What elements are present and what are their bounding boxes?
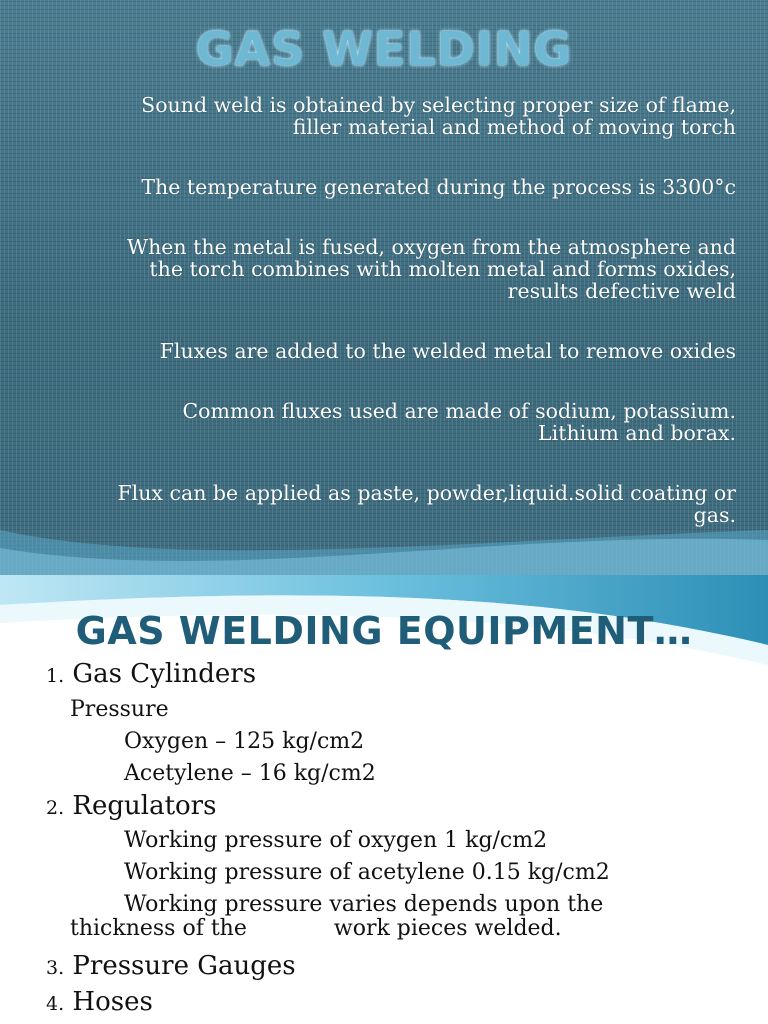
regulator-acetylene-pressure: Working pressure of acetylene 0.15 kg/cm2 — [124, 860, 610, 885]
list-number: 4. — [46, 993, 65, 1015]
text-line: Lithium and borax. — [538, 421, 736, 445]
slide-title: GAS WELDING — [195, 22, 573, 76]
paragraph-fluxes — [36, 340, 736, 362]
slide-title: GAS WELDING EQUIPMENT… — [75, 609, 693, 653]
text-fragment: work pieces welded. — [333, 916, 562, 941]
list-number: 1. — [46, 665, 65, 687]
text-line: The temperature generated during the process is 3300°c — [141, 175, 736, 199]
list-item-gas-cylinders — [46, 659, 256, 689]
list-item-regulators — [46, 791, 216, 821]
slide-body — [36, 94, 736, 564]
regulator-pressure-note-continued — [70, 916, 562, 941]
oxygen-pressure: Oxygen – 125 kg/cm2 — [124, 729, 365, 754]
text-line: filler material and method of moving torch — [292, 115, 736, 139]
list-item-label: Regulators — [72, 791, 217, 821]
regulator-oxygen-pressure: Working pressure of oxygen 1 kg/cm2 — [124, 828, 548, 853]
text-line: gas. — [693, 503, 736, 527]
paragraph-oxides — [36, 236, 736, 302]
list-item-label: Pressure Gauges — [72, 951, 296, 981]
paragraph-sound-weld — [36, 94, 736, 138]
list-item-label: Gas Cylinders — [72, 659, 257, 689]
text-line: Flux can be applied as paste, powder,liquid.solid coating or — [117, 481, 736, 505]
list-item-pressure-gauges — [46, 951, 296, 981]
text-line: the torch combines with molten metal and forms oxides, — [149, 257, 736, 281]
acetylene-pressure: Acetylene – 16 kg/cm2 — [124, 761, 376, 786]
paragraph-common-fluxes — [36, 400, 736, 444]
text-line: Fluxes are added to the welded metal to remove oxides — [159, 339, 736, 363]
list-item-hoses — [46, 987, 153, 1017]
list-number: 2. — [46, 797, 65, 819]
text-line: When the metal is fused, oxygen from the atmosphere and — [127, 235, 736, 259]
list-item-label: Hoses — [72, 987, 153, 1017]
slide-gas-welding-equipment — [0, 575, 768, 1024]
list-number: 3. — [46, 957, 65, 979]
regulator-pressure-note: Working pressure varies depends upon the — [124, 892, 604, 917]
cylinder-pressure-label: Pressure — [70, 697, 169, 722]
text-line: Sound weld is obtained by selecting proper size of flame, — [141, 93, 736, 117]
paragraph-temperature — [36, 176, 736, 198]
text-line: Common fluxes used are made of sodium, potassium. — [182, 399, 736, 423]
text-fragment: thickness of the — [70, 916, 247, 941]
paragraph-flux-application — [36, 482, 736, 526]
text-line: results defective weld — [507, 279, 736, 303]
